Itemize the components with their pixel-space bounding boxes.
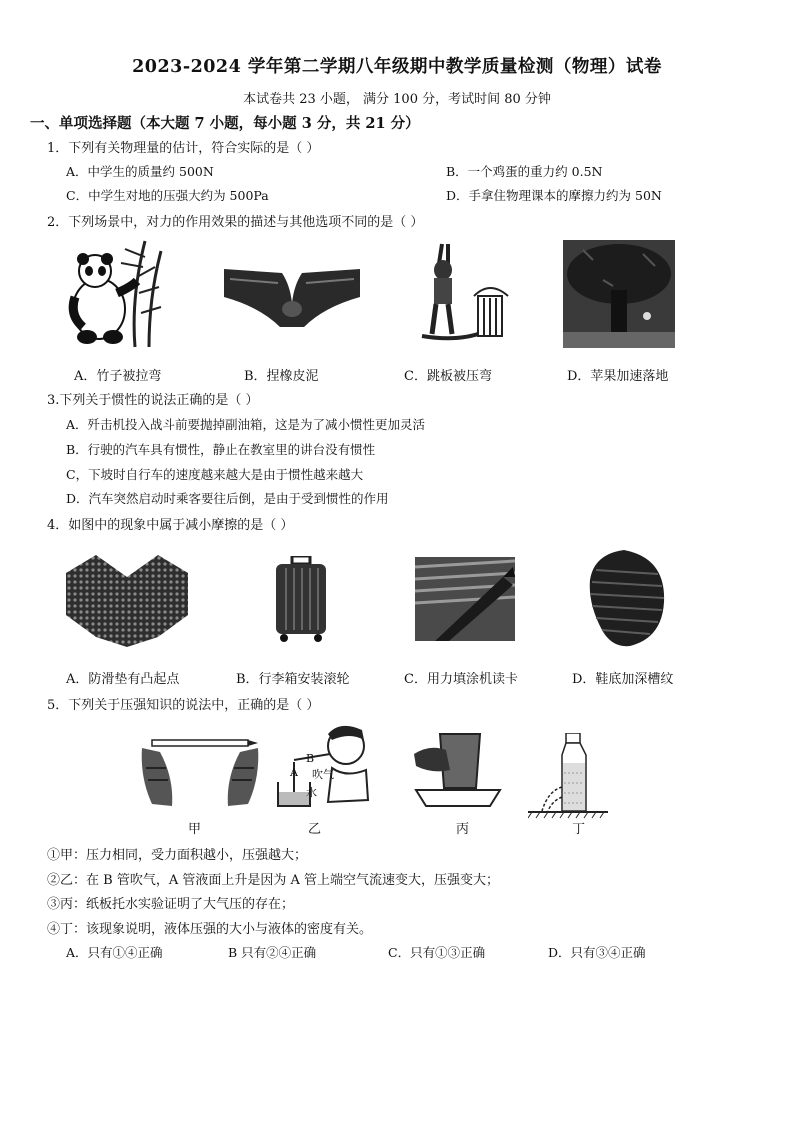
q4-option-d: D．鞋底加深槽纹 [572, 672, 674, 687]
answer-card-image [415, 557, 515, 641]
exam-info: 本试卷共 23 小题， 满分 100 分，考试时间 80 分钟 [243, 92, 551, 107]
q5-statement-4: ④丁：该现象说明，液体压强的大小与液体的密度有关。 [47, 922, 373, 937]
apple-tree-image [563, 240, 675, 348]
q3-option-a: A．歼击机投入战斗前要抛掉副油箱，这是为了减小惯性更加灵活 [66, 417, 426, 432]
q3-option-d: D．汽车突然启动时乘客要往后倒，是由于受到惯性的作用 [66, 491, 389, 506]
q5-option-a: A．只有①④正确 [66, 945, 163, 960]
suitcase-image [272, 556, 330, 642]
q2-option-d: D．苹果加速落地 [567, 369, 669, 384]
clay-hands-image [224, 263, 360, 333]
q2-option-a: A．竹子被拉弯 [74, 369, 162, 384]
figure-jia-pencil-image [140, 728, 260, 812]
q2-option-b: B．捏橡皮泥 [244, 369, 319, 384]
q5-option-b: B 只有②④正确 [228, 945, 317, 960]
fig-label-yi: 乙 [308, 822, 322, 837]
figure-ding-bottle-image [528, 733, 608, 819]
q3-stem: 3.下列关于惯性的说法正确的是（ ） [47, 393, 259, 408]
q5-statement-3: ③丙：纸板托水实验证明了大气压的存在； [47, 897, 295, 912]
q5-statement-2: ②乙：在 B 管吹气，A 管液面上升是因为 A 管上端空气流速变大，压强变大； [47, 873, 499, 888]
figure-bing-cup-image [410, 730, 506, 810]
q4-stem: 4．如图中的现象中属于减小摩擦的是（ ） [47, 518, 294, 533]
q5-option-d: D．只有③④正确 [548, 945, 646, 960]
q1-option-b: B．一个鸡蛋的重力约 0.5N [446, 164, 603, 179]
panda-bamboo-image [65, 237, 167, 349]
q1-stem: 1．下列有关物理量的估计，符合实际的是（ ） [47, 141, 320, 156]
q1-option-d: D．手拿住物理课本的摩擦力约为 50N [446, 188, 662, 203]
section-heading: 一、单项选择题（本大题 7 小题，每小题 3 分，共 21 分） [30, 115, 420, 132]
fig-yi-label-b: B [306, 752, 315, 765]
q2-stem: 2．下列场景中，对力的作用效果的描述与其他选项不同的是（ ） [47, 215, 424, 230]
fig-yi-label-a: A [290, 766, 298, 779]
page-title: 2023-2024 学年第二学期八年级期中教学质量检测（物理）试卷 [132, 57, 662, 77]
fig-yi-label-blow: 吹气 [312, 768, 334, 781]
q2-option-c: C．跳板被压弯 [404, 369, 492, 384]
q5-stem: 5．下列关于压强知识的说法中，正确的是（ ） [47, 698, 320, 713]
fig-label-bing: 丙 [456, 822, 470, 837]
fig-label-ding: 丁 [572, 822, 586, 837]
anti-slip-mat-image [66, 555, 188, 647]
q3-option-c: C，下坡时自行车的速度越来越大是由于惯性越来越大 [66, 467, 364, 482]
q5-option-c: C．只有①③正确 [388, 945, 486, 960]
fig-label-jia: 甲 [188, 822, 202, 837]
fig-yi-label-water: 水 [306, 786, 317, 799]
q1-option-c: C．中学生对地的压强大约为 500Pa [66, 188, 269, 203]
q1-option-a: A．中学生的质量约 500N [66, 164, 214, 179]
q4-option-c: C．用力填涂机读卡 [404, 672, 518, 687]
q5-statement-1: ①甲：压力相同，受力面积越小，压强越大； [47, 848, 308, 863]
diving-board-image [418, 240, 510, 344]
q3-option-b: B．行驶的汽车具有惯性，静止在教室里的讲台没有惯性 [66, 442, 376, 457]
q4-option-b: B．行李箱安装滚轮 [236, 672, 350, 687]
q4-option-a: A．防滑垫有凸起点 [66, 672, 180, 687]
shoe-sole-image [584, 550, 666, 648]
